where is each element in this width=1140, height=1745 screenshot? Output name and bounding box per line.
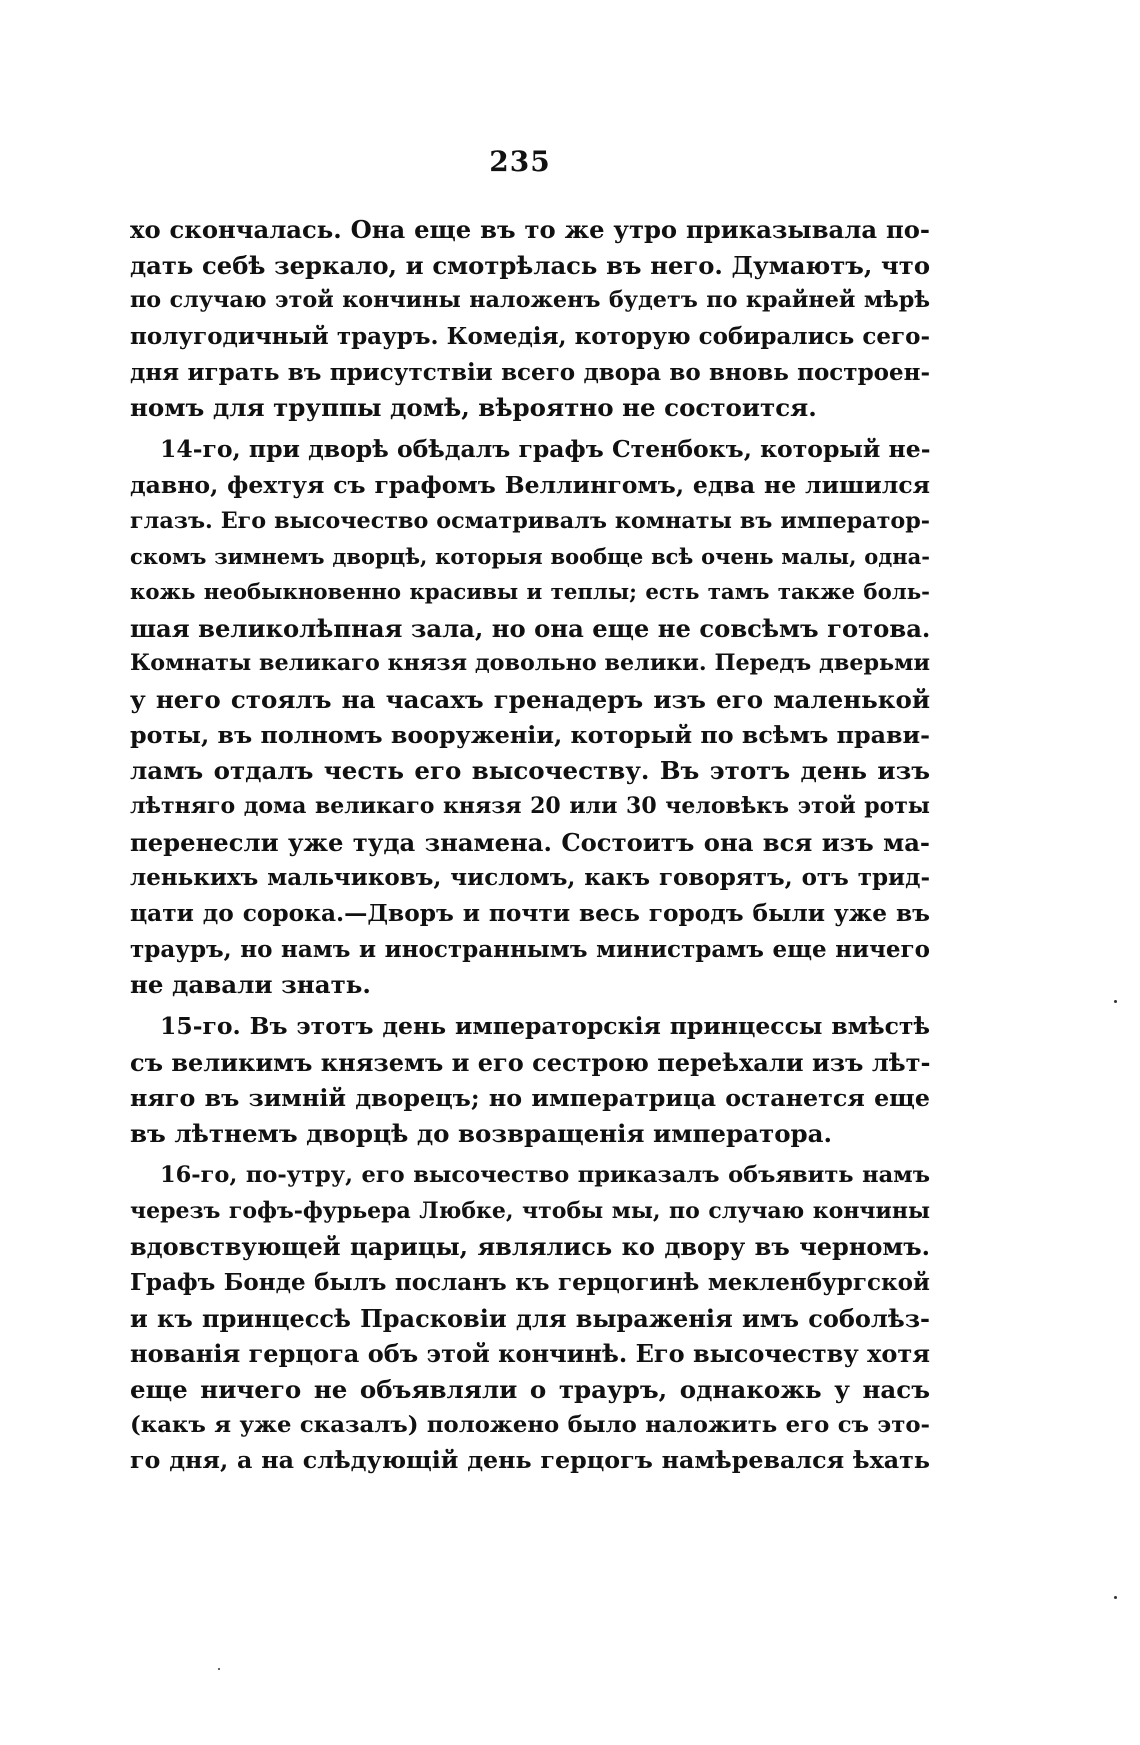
text-line: и къ принцессѣ Прасковіи для выраженія имъ соболѣз- [130,1303,930,1333]
text-line: скомъ зимнемъ дворцѣ, которыя вообще всѣ очень малы, одна- [130,544,930,570]
text-line: ламъ отдалъ честь его высочеству. Въ этотъ день изъ [130,756,930,786]
text-line: дать себѣ зеркало, и смотрѣлась въ него. Думаютъ, что [130,250,930,280]
paragraph [130,212,930,426]
text-line: го дня, а на слѣдующій день герцогъ намѣревался ѣхать [130,1446,930,1475]
text-line: няго въ зимній дворецъ; но императрица останется еще [130,1083,930,1112]
text-line: (какъ я уже сказалъ) положено было наложить его съ это- [130,1411,930,1438]
text-line: номъ для труппы домѣ, вѣроятно не состоится. [130,393,817,423]
text-line: нованія герцога объ этой кончинѣ. Его высочеству хотя [130,1339,930,1369]
text-line: цати до сорока.—Дворъ и почти весь городъ были уже въ [130,900,930,928]
text-line: хо скончалась. Она еще въ то же утро приказывала по- [130,215,930,244]
text-line: ленькихъ мальчиковъ, числомъ, какъ говорятъ, отъ трид- [130,864,930,892]
text-line: 16-го, по-утру, его высочество приказалъ объявить намъ [160,1161,930,1188]
text-line: полугодичный трауръ. Комедія, которую собирались сего- [130,323,930,351]
text-line: трауръ, но намъ и иностраннымъ министрамъ еще ничего [130,935,930,963]
text-line: у него стоялъ на часахъ гренадеръ изъ его маленькой [130,684,930,714]
text-line: кожь необыкновенно красивы и теплы; есть тамъ также боль- [130,579,930,605]
text-line: съ великимъ княземъ и его сестрою переѣхали изъ лѣт- [130,1047,931,1077]
text-line: еще ничего не объявляли о трауръ, однакожь у насъ [130,1375,930,1404]
paragraph [130,1158,930,1479]
text-line: дня играть въ присутствіи всего двора во вновь построен- [130,358,930,386]
text-line: лѣтняго дома великаго князя 20 или 30 человѣкъ этой роты [130,793,930,819]
text-line: Комнаты великаго князя довольно велики. Передъ дверьми [130,650,930,677]
text-line: перенесли уже туда знамена. Состоитъ она вся изъ ма- [130,827,930,857]
text-line: давно, фехтуя съ графомъ Веллингомъ, едва не лишился [130,470,930,499]
text-line: черезъ гофъ-фурьера Любке, чтобы мы, по случаю кончины [130,1197,930,1224]
text-line: не давали знать. [130,970,371,1000]
text-line: вдовствующей царицы, являлись ко двору въ черномъ. [130,1232,930,1262]
text-line: глазъ. Его высочество осматривалъ комнаты въ император- [130,507,930,534]
text-line: по случаю этой кончины наложенъ будетъ по крайней мѣрѣ [130,287,930,314]
text-line: шая великолѣпная зала, но она еще не совсѣмъ готова. [130,613,931,643]
text-line: 15-го. Въ этотъ день императорскія принцессы вмѣстѣ [160,1012,930,1041]
text-line: Графъ Бонде былъ посланъ къ герцогинѣ мекленбургской [130,1268,930,1296]
body-text [130,212,930,1479]
scan-speck [1114,1000,1117,1003]
page-number: 235 [489,145,551,178]
text-line: роты, въ полномъ вооруженіи, который по всѣмъ прави- [130,720,930,749]
scan-speck [218,1668,220,1670]
paragraph [130,432,930,1003]
text-line: 14-го, при дворѣ обѣдалъ графъ Стенбокъ, который не- [160,435,931,464]
scan-speck [1114,1596,1117,1599]
text-line: въ лѣтнемъ дворцѣ до возвращенія императора. [130,1119,833,1149]
paragraph [130,1009,930,1152]
